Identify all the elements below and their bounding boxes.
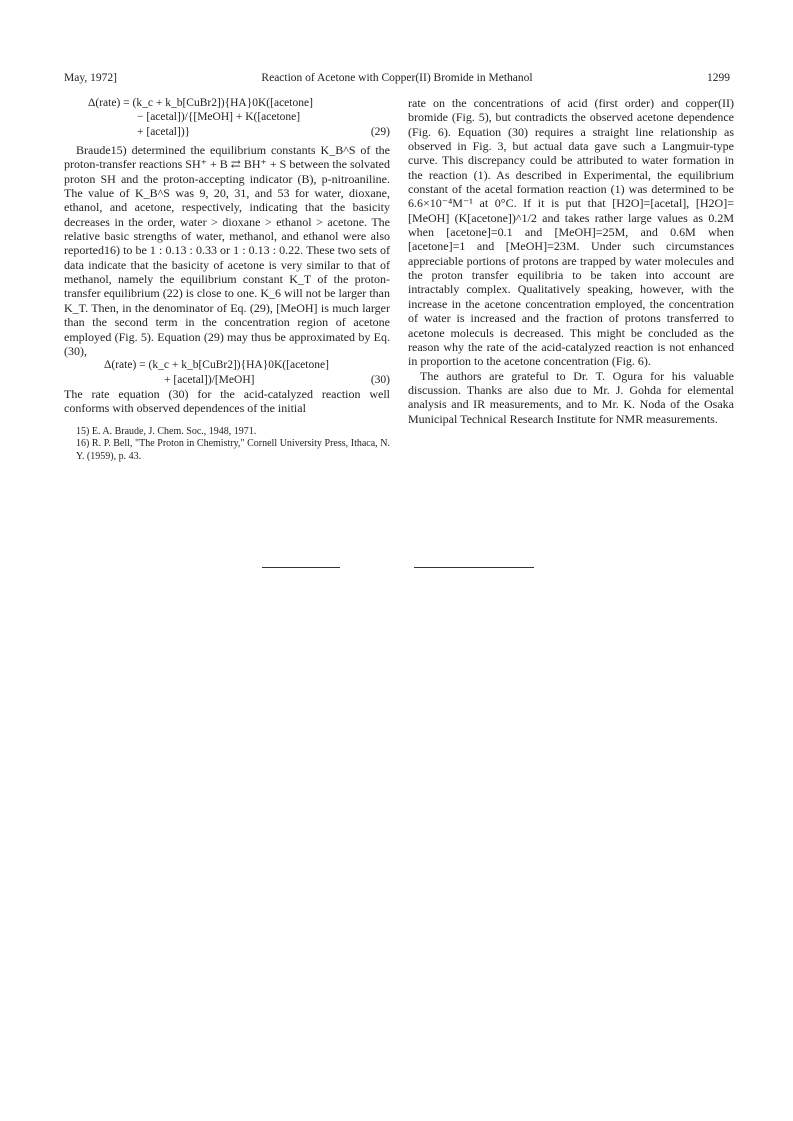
acknowledgement: The authors are grateful to Dr. T. Ogura for his valuable discussion. Thanks are also due to Mr. J. Gohda for elemental analysis and IR measurements, and to Mr. K. Noda of the Osaka Municipal Technical Research Institute for NMR measurements.	[408, 368, 734, 426]
body-paragraph: rate on the concentrations of acid (first order) and copper(II) bromide (Fig. 5), but contradicts the observed acetone dependence (Fig. 6). Equation (30) requires a straight line relationship as observed in Fig. 3, but actual data gave such a Langmuir-type curve. This discrepancy could be attributed to water formation in the reaction (1). As described in Experimental, the equilibrium constant of the acetal formation reaction (1) was determined to be 6.6×10⁻⁴M⁻¹ at 0°C. If it is put that [H2O]=[acetal], [H2O]=[MeOH] (K[acetone])^1/2 and takes rather large values as 0.2M when [acetone]=0.1 and [MeOH]=25M, and 0.6M when [acetone]=1 and [MeOH]=23M. Under such circumstances appreciable portions of protons are trapped by water molecules and the proton transfer equilibria to be taken into account are intractably complex. Qualitatively speaking, however, with the increase in the acetone concentration employed, the concentration of water is increased and the fraction of protons transferred to acetone moleculs is decreased. This might be concluded as the reason why the rate of the acid-catalyzed reaction is not enhanced in proportion to the acetone concentration (Fig. 6).	[408, 96, 734, 369]
equation-30-number: (30)	[370, 373, 390, 386]
equation-30-line-2: + [acetal])/[MeOH] (30)	[164, 373, 390, 386]
end-rule	[262, 567, 340, 568]
body-paragraph: The rate equation (30) for the acid-catalyzed reaction well conforms with observed dependences of the initial	[64, 386, 390, 416]
body-paragraph: Braude15) determined the equilibrium constants K_B^S of the proton-transfer reactions SH⁺ + B ⇄ BH⁺ + S between the solvated proton SH and the proton-accepting indicator (B), p-nitroaniline. The value of K_B^S was 9, 20, 31, and 53 for water, dioxane, ethanol, and acetone, respectively, indicating that the basicity decreases in the order, water > dioxane > ethanol > acetone. The relative basic strengths of water, methanol, and ethanol were also reported16) to be 1 : 0.13 : 0.33 or 1 : 0.13 : 0.22. These two sets of data indicate that the basicity of acetone is very similar to that of methanol, namely the equilibrium constant K_T of the proton-transfer equilibrium (22) is close to one. K_6 will not be larger than K_T. Then, in the denominator of Eq. (29), [MeOH] is much larger than the second term in the concentration region of acetone employed (Fig. 5). Equation (29) may thus be approximated by Eq. (30),	[64, 143, 390, 358]
footnote: 16) R. P. Bell, "The Proton in Chemistry," Cornell University Press, Ithaca, N. Y. (1959), p. 43.	[76, 438, 390, 462]
footnotes	[64, 426, 390, 464]
equation-29-number: (29)	[370, 125, 390, 138]
left-column	[64, 96, 390, 463]
header-date: May, 1972]	[64, 72, 117, 84]
equation-29-line-2: − [acetal])/{[MeOH] + K([acetone]	[137, 111, 301, 124]
equation-29-line-3: + [acetal])} (29)	[137, 125, 390, 138]
right-column	[408, 96, 734, 426]
page-header	[64, 72, 730, 86]
end-rule	[414, 567, 534, 568]
page-number: 1299	[707, 72, 730, 84]
footnote: 15) E. A. Braude, J. Chem. Soc., 1948, 1971.	[76, 425, 257, 437]
equation-30-line-1: Δ(rate) = (k_c + k_b[CuBr2]){HA}0K([acetone]	[104, 359, 329, 372]
equation-29-line-1: Δ(rate) = (k_c + k_b[CuBr2]){HA}0K([acetone]	[88, 97, 313, 109]
header-title: Reaction of Acetone with Copper(II) Bromide in Methanol	[261, 72, 533, 84]
